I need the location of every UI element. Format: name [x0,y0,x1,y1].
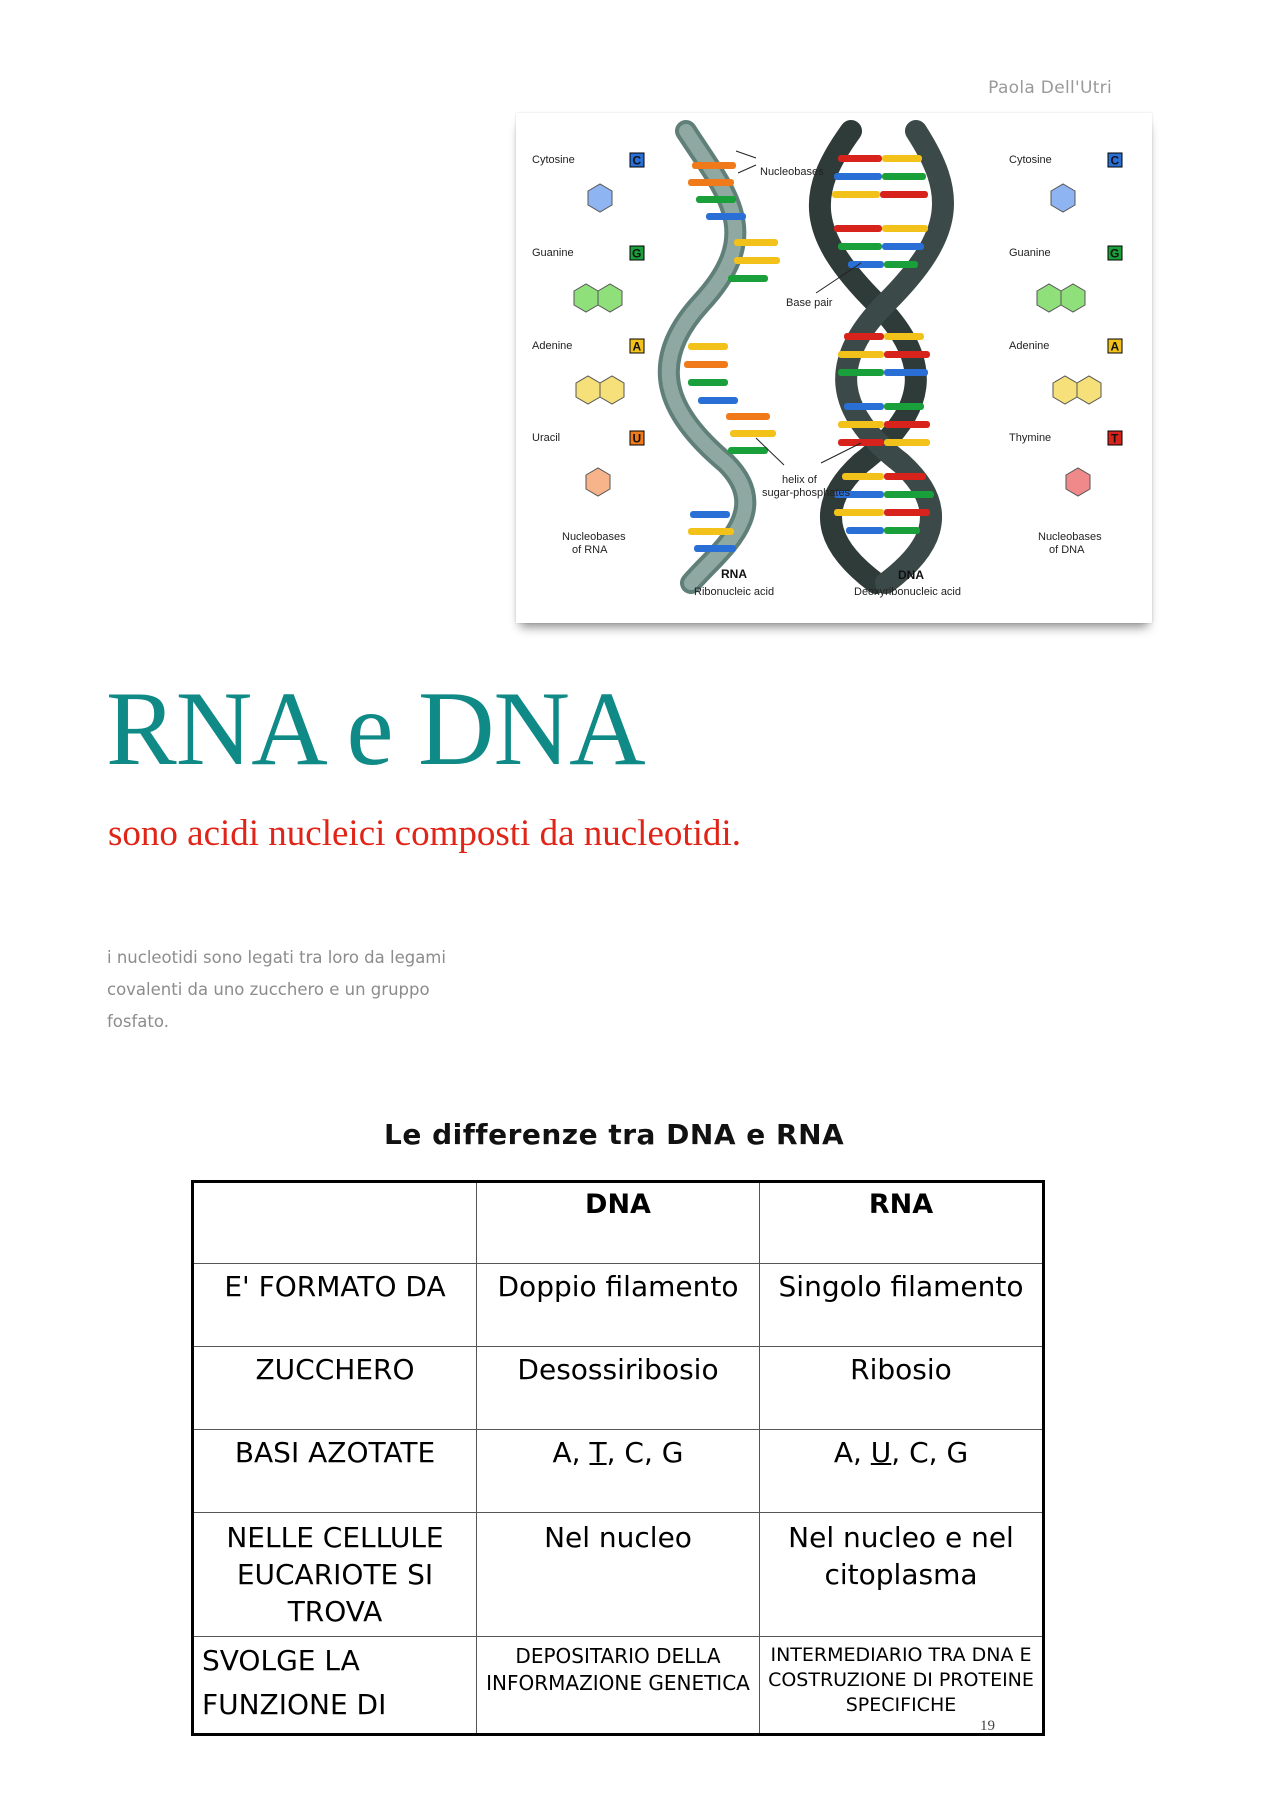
left-letter-4: U [632,431,642,446]
table-row [193,1513,1044,1637]
base-pair-label: Base pair [786,297,833,309]
intro-note: i nucleotidi sono legati tra loro da legami covalenti da uno zucchero e un gruppo fosfato. [107,948,446,1031]
right-letter-3: A [1110,339,1120,354]
right-label-1: Cytosine [1009,154,1052,166]
dna-cell: Doppio filamento [477,1264,760,1347]
table-row [193,1637,1044,1735]
rna-bases-caption-2: of RNA [572,544,608,556]
left-base-labels [532,154,575,444]
dna-bases-caption-1: Nucleobases [1038,531,1102,543]
row-label-line2: FUNZIONE DI [202,1688,387,1721]
row-label: E' FORMATO DA [193,1264,477,1347]
right-letter-4: T [1111,431,1119,446]
left-label-3: Adenine [532,340,573,352]
dna-rna-illustration [516,113,1152,623]
rna-bases-caption-1: Nucleobases [562,531,626,543]
dna-cell: DEPOSITARIO DELLA INFORMAZIONE GENETICA [477,1637,760,1735]
author-name: Paola Dell'Utri [988,78,1112,98]
page-number: 19 [980,1718,995,1734]
table-header-row [193,1182,1044,1264]
dna-full-name: Deoxyribonucleic acid [854,586,961,598]
header-rna: RNA [760,1182,1044,1264]
figure-annotations [736,151,861,499]
row-label [193,1637,477,1735]
rna-cell: Singolo filamento [760,1264,1044,1347]
left-label-1: Cytosine [532,154,575,166]
row-label: ZUCCHERO [193,1347,477,1430]
left-letter-badges [630,153,644,446]
left-letter-3: A [632,339,642,354]
dna-bases-caption-2: of DNA [1049,544,1085,556]
row-label-line1: SVOLGE LA [202,1644,360,1677]
rna-unique-base: U [870,1436,892,1469]
rna-bases-post: , C, G [891,1436,969,1469]
dna-name: DNA [898,568,924,582]
rna-dna-figure [516,113,1152,623]
rna-full-name: Ribonucleic acid [694,586,775,598]
dna-helix [820,131,943,583]
table-row [193,1264,1044,1347]
helix-label-line1: helix of [782,474,817,486]
right-letter-2: G [1110,246,1120,261]
left-molecules [574,184,624,496]
table-row [193,1347,1044,1430]
differences-table [191,1180,1045,1736]
page-subtitle: sono acidi nucleici composti da nucleotidi. [108,813,741,854]
rna-cell [760,1430,1044,1513]
dna-cell: Desossiribosio [477,1347,760,1430]
header-dna: DNA [477,1182,760,1264]
rna-name: RNA [721,567,747,581]
right-label-4: Thymine [1009,432,1052,444]
right-letter-badges [1108,153,1122,446]
dna-bases-pre: A, [552,1436,590,1469]
rna-bases-pre: A, [833,1436,871,1469]
right-letter-1: C [1110,153,1120,168]
page-title: RNA e DNA [106,670,645,787]
left-letter-2: G [632,246,642,261]
dna-cell [477,1430,760,1513]
helix-label-line2: sugar-phosphates [762,487,851,499]
row-label: BASI AZOTATE [193,1430,477,1513]
row-label: NELLE CELLULE EUCARIOTE SI TROVA [193,1513,477,1637]
header-empty [193,1182,477,1264]
rna-cell: Nel nucleo e nel citoplasma [760,1513,1044,1637]
table-title: Le differenze tra DNA e RNA [384,1118,845,1151]
dna-unique-base: T [589,1436,607,1469]
left-label-2: Guanine [532,247,574,259]
nucleobases-label: Nucleobases [760,166,824,178]
right-label-3: Adenine [1009,340,1050,352]
rna-cell: Ribosio [760,1347,1044,1430]
dna-bases-post: , C, G [606,1436,684,1469]
rna-helix [669,131,780,583]
dna-cell: Nel nucleo [477,1513,760,1637]
rna-cell: INTERMEDIARIO TRA DNA E COSTRUZIONE DI PROTEINE SPECIFICHE [760,1637,1044,1735]
left-label-4: Uracil [532,432,561,444]
table-row [193,1430,1044,1513]
left-letter-1: C [632,153,642,168]
right-label-2: Guanine [1009,247,1051,259]
